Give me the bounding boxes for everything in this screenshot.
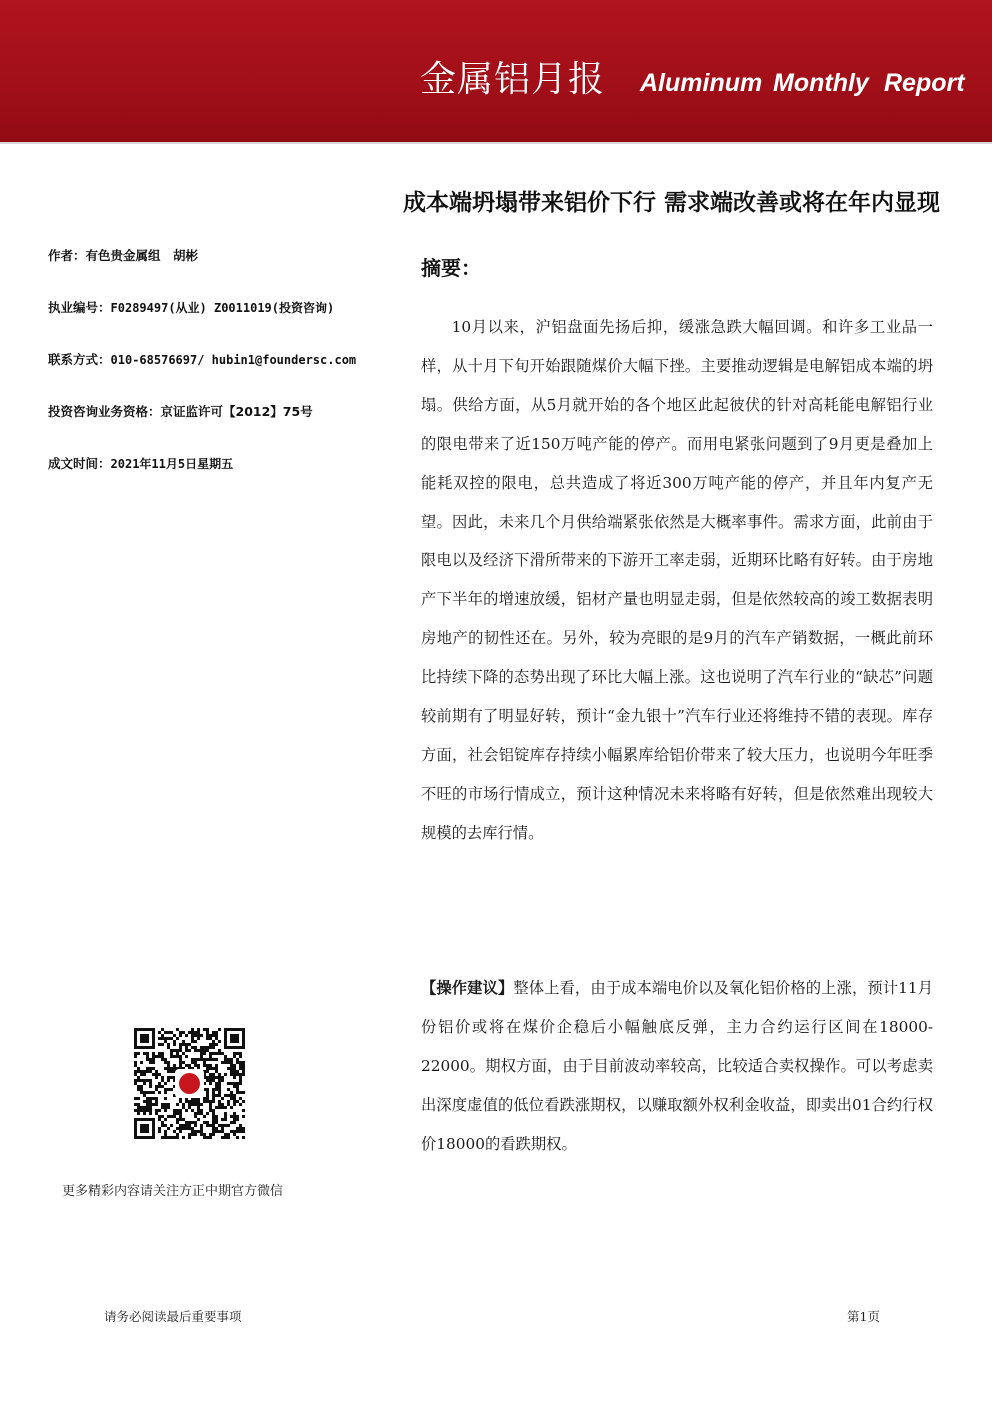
abstract-heading: 摘要： — [421, 256, 481, 280]
report-title: 成本端坍塌带来铝价下行 需求端改善或将在年内显现 — [402, 190, 940, 216]
meta-contact — [48, 350, 356, 368]
qr-center-logo-icon — [175, 1069, 204, 1098]
meta-date-value: 2021年11月5日星期五 — [110, 457, 234, 471]
footer-notice: 请务必阅读最后重要事项 — [104, 1309, 242, 1324]
meta-date — [48, 454, 233, 472]
meta-contact-value: 010-68576697/ hubin1@foundersc.com — [110, 353, 357, 367]
meta-contact-label: 联系方式： — [48, 352, 111, 367]
abstract-paragraph-1: 10月以来，沪铝盘面先扬后抑，缓涨急跌大幅回调。和许多工业品一样，从十月下旬开始跟随煤价大幅下挫。主要推动逻辑是电解铝成本端的坍塌。供给方面，从5月就开始的各个地区此起彼伏的针对高耗能电解铝行业的限电带来了近150万吨产能的停产。而用电紧张问题到了9月更是叠加上能耗双控的限电，总共造成了将近300万吨产能的停产，并且年内复产无望。因此，未来几个月供给端紧张依然是大概率事件。需求方面，此前由于限电以及经济下滑所带来的下游开工率走弱，近期环比略有好转。由于房地产下半年的增速放缓，铝材产量也明显走弱，但是依然较高的竣工数据表明房地产的韧性还在。另外，较为亮眼的是9月的汽车产销数据，一概此前环比持续下降的态势出现了环比大幅上涨。这也说明了汽车行业的“缺芯”问题较前期有了明显好转，预计“金九银十”汽车行业还将维持不错的表现。库存方面，社会铝锭库存持续小幅累库给铝价带来了较大压力，也说明今年旺季不旺的市场行情成立，预计这种情况未来将略有好转，但是依然难出现较大规模的去库行情。 — [421, 318, 933, 842]
banner-title-en-word-1: Aluminum — [640, 69, 763, 97]
qr-caption: 更多精彩内容请关注方正中期官方微信 — [62, 1184, 284, 1199]
operation-advice-tag: 【操作建议】 — [421, 979, 514, 997]
meta-license-value: F0289497(从业) Z0011019(投资咨询) — [110, 301, 335, 315]
banner-title-cn: 金属铝月报 — [420, 59, 606, 100]
abstract-paragraph-2 — [421, 969, 933, 1164]
operation-advice-text: 整体上看，由于成本端电价以及氧化铝价格的上涨，预计11月份铝价或将在煤价企稳后小幅触底反弹，主力合约运行区间在18000-22000。期权方面，由于目前波动率较高，比较适合卖权操作。可以考虑卖出深度虚值的低位看跌涨期权，以赚取额外权利金收益，即卖出01合约行权价18000的看跌期权。 — [421, 979, 933, 1153]
meta-author-value: 有色贵金属组 胡彬 — [85, 248, 199, 263]
banner-divider — [0, 142, 992, 144]
wechat-qr-code — [134, 1028, 245, 1139]
header-banner — [0, 0, 992, 142]
meta-author-label: 作者： — [48, 248, 86, 263]
meta-license-label: 执业编号： — [48, 300, 111, 315]
page-number: 第1页 — [847, 1309, 880, 1324]
banner-title-en-word-2: Monthly — [773, 69, 869, 97]
banner-title-en-word-3: Report — [884, 69, 965, 97]
meta-license — [48, 298, 334, 316]
meta-qualification-label: 投资咨询业务资格： — [48, 404, 161, 419]
meta-qualification-value: 京证监许可【2012】75号 — [160, 404, 313, 419]
meta-author — [48, 246, 198, 264]
meta-qualification — [48, 402, 313, 420]
meta-date-label: 成文时间： — [48, 456, 111, 471]
